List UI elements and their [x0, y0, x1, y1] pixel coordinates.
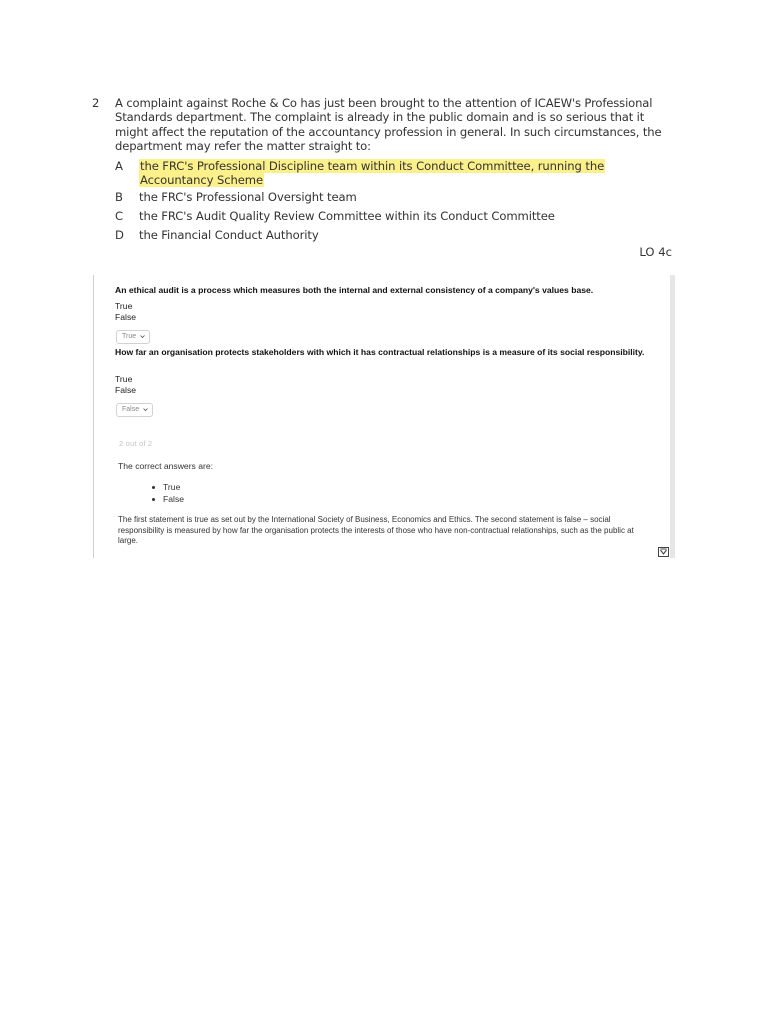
- statement-1-options: [115, 301, 136, 323]
- statement-2-options: [115, 374, 136, 396]
- option-false: False: [115, 385, 137, 395]
- option-text: the FRC's Professional Oversight team: [139, 190, 357, 205]
- correct-answers-label: The correct answers are:: [118, 461, 214, 471]
- option-a: [115, 159, 676, 188]
- select-value: False: [122, 406, 140, 413]
- answer-select-2[interactable]: [116, 403, 153, 417]
- question-block: [92, 96, 676, 259]
- quiz-panel: [93, 275, 675, 558]
- option-true: True: [115, 301, 133, 311]
- list-item: True: [151, 481, 184, 493]
- correct-answers-list: [151, 481, 184, 506]
- explanation-text: The first statement is true as set out by the International Society of Business, Economics and Ethics. The second statement is false – social responsibility is measured by how far the organisation protects the interests of those who have non-contractual relationships, such as the public at large.: [118, 515, 634, 546]
- option-b: [115, 190, 676, 204]
- question-number: 2: [92, 96, 100, 110]
- answer-select-1[interactable]: [116, 330, 150, 344]
- option-text: [139, 159, 676, 188]
- option-letter: C: [115, 208, 124, 223]
- option-letter: B: [115, 190, 123, 205]
- chevron-down-icon: [143, 407, 148, 412]
- option-false: False: [115, 312, 137, 322]
- option-c: [115, 209, 676, 223]
- option-true: True: [115, 374, 133, 384]
- learning-outcome: LO 4c: [639, 244, 672, 259]
- list-item: False: [151, 493, 184, 505]
- option-letter: D: [115, 228, 124, 243]
- select-value: True: [122, 333, 137, 340]
- chevron-down-icon: [140, 334, 145, 339]
- score-label: 2 out of 2: [119, 439, 153, 448]
- highlighted-answer: the FRC's Professional Discipline team within its Conduct Committee, running the Accountancy Scheme: [140, 158, 605, 188]
- question-stem: A complaint against Roche & Co has just been brought to the attention of ICAEW's Professional Standards department. The complaint is already in the public domain and is so serious that it might affect the reputation of the accountancy profession in general. In such circumstances, the department may refer the matter straight to:: [115, 96, 662, 154]
- option-letter: A: [115, 158, 123, 173]
- statement-1: An ethical audit is a process which measures both the internal and external consistency of a company's values base.: [115, 285, 594, 295]
- option-text: the FRC's Audit Quality Review Committee within its Conduct Committee: [139, 208, 555, 223]
- option-d: [115, 228, 676, 242]
- panel-scrollbar[interactable]: [670, 275, 675, 558]
- question-stem-row: [92, 96, 676, 154]
- statement-2: How far an organisation protects stakeholders with which it has contractual relationships is a measure of its social responsibility.: [115, 347, 645, 357]
- collapse-icon[interactable]: [658, 547, 669, 557]
- option-text: the Financial Conduct Authority: [139, 228, 319, 243]
